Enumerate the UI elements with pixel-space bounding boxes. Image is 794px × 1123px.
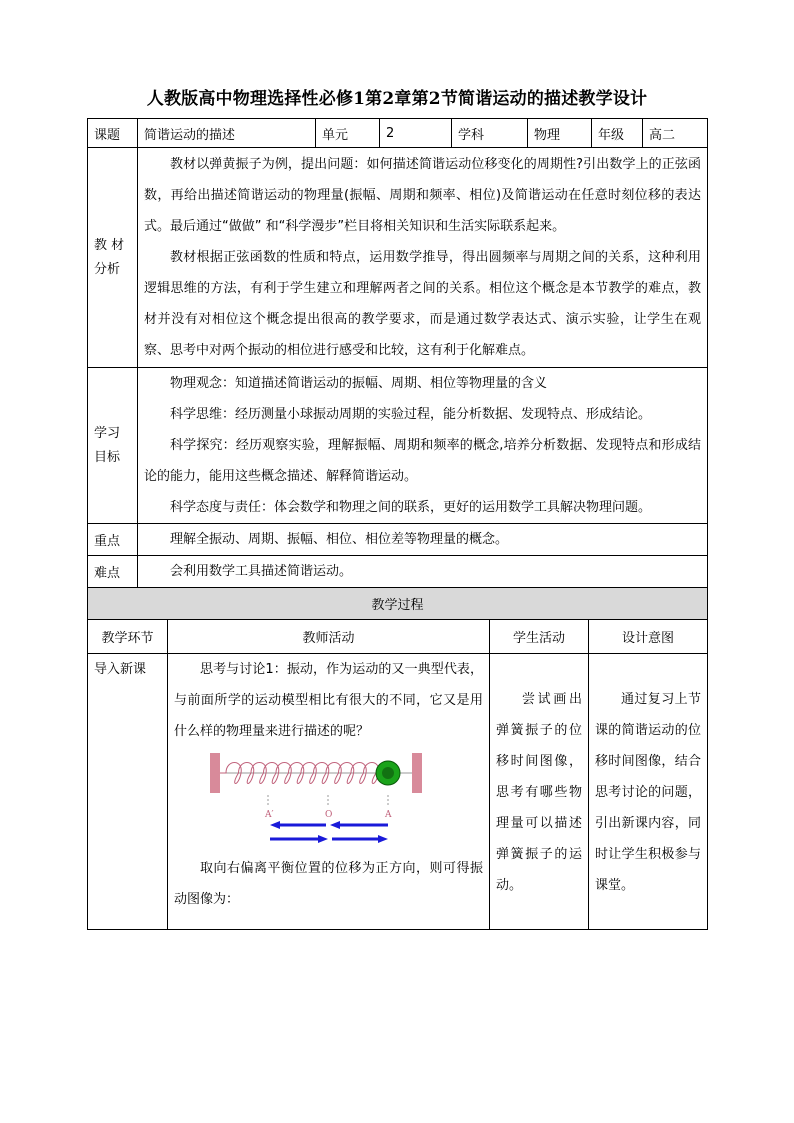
col-header-teacher: 教师活动 [168,620,490,654]
left-wall [210,753,220,793]
teacher-cell [168,654,490,930]
subject-value: 物理 [528,119,592,148]
subject-label: 学科 [452,119,528,148]
arrow-right-2-head [378,835,388,843]
topic-label: 课题 [88,119,138,148]
teacher-paragraph-2: 取向右偏离平衡位置的位移为正方向，则可得振动图像为： [174,861,483,907]
arrow-left-2-head [330,821,340,829]
process-table [87,587,708,930]
objective-item: 科学思维：经历测量小球振动周期的实验过程，能分析数据、发现特点、形成结论。 [170,407,652,422]
right-wall [412,753,422,793]
design-intent: 通过复习上节课的简谐运动的位移时间图像，结合思考讨论的问题，引出新课内容，同时让学生积极参与课堂。 [595,692,702,893]
process-row-intro [88,654,708,930]
objective-item: 科学探究：经历观察实验，理解振幅、周期和频率的概念,培养分析数据、发现特点和形成结论的能力，能用这些概念描述、解释简谐运动。 [144,438,701,484]
ball-shade [382,767,394,779]
objectives-row [88,368,708,524]
student-activity: 尝试画出弹簧振子的位移时间图像，思考有哪些物理量可以描述弹簧振子的运动。 [496,692,582,893]
teacher-paragraph-1: 思考与讨论1：振动，作为运动的又一典型代表，与前面所学的运动模型相比有很大的不同，它又是用什么样的物理量来进行描述的呢？ [174,662,483,739]
key-point-value: 理解全振动、周期、振幅、相位、相位差等物理量的概念。 [138,524,708,556]
process-title: 教学过程 [88,588,708,620]
topic-value: 简谐运动的描述 [138,119,316,148]
col-header-student: 学生活动 [490,620,589,654]
unit-label: 单元 [316,119,380,148]
analysis-paragraph-1: 教材以弹黄振子为例，提出问题：如何描述简谐运动位移变化的周期性?引出数学上的正弦函数，再给出描述简谐运动的物理量(振幅、周期和频率、相位)及简谐运动在任意时刻位移的表达式。最后通过“做做” 和“科学漫步”栏目将相关知识和生活实际联系起来。 [144,157,701,234]
info-table [87,118,708,588]
grade-label: 年级 [592,119,643,148]
process-header-row [88,620,708,654]
difficulty-row [88,556,708,588]
analysis-label: 教 材 分析 [88,148,138,368]
difficulty-label: 难点 [88,556,138,588]
label-a-prime: A′ [265,810,274,820]
key-point-label: 重点 [88,524,138,556]
arrow-right-1-head [318,835,328,843]
unit-value: 2 [380,119,452,148]
page-title: 人教版高中物理选择性必修1第2章第2节简谐运动的描述教学设计 [146,89,648,109]
analysis-row [88,148,708,368]
header-row [88,119,708,148]
difficulty-value: 会利用数学工具描述简谐运动。 [138,556,708,588]
objective-item: 科学态度与责任：体会数学和物理之间的联系，更好的运用数学工具解决物理问题。 [170,500,652,515]
student-cell [490,654,589,930]
analysis-paragraph-2: 教材根据正弦函数的性质和特点，运用数学推导，得出圆频率与周期之间的关系，这种利用逻辑思维的方法，有利于学生建立和理解两者之间的关系。相位这个概念是本节教学的难点，教材并没有对相位这个概念提出很高的教学要求，而是通过数学表达式、演示实验，让学生在观察、思考中对两个振动的相位进行感受和比较，这有利于化解难点。 [144,250,701,358]
objectives-content [138,368,708,524]
process-title-row [88,588,708,620]
objectives-label: 学习 目标 [88,368,138,524]
grade-value: 高二 [643,119,708,148]
col-header-stage: 教学环节 [88,620,168,654]
stage-cell: 导入新课 [88,654,168,930]
label-o: O [325,810,333,820]
spring-oscillator-figure [208,751,428,851]
col-header-intent: 设计意图 [589,620,708,654]
label-a: A [385,810,392,820]
intent-cell [589,654,708,930]
objective-item: 物理观念：知道描述简谐运动的振幅、周期、相位等物理量的含义 [170,376,548,391]
arrow-left-1-head [270,821,280,829]
key-point-row [88,524,708,556]
analysis-content [138,148,708,368]
